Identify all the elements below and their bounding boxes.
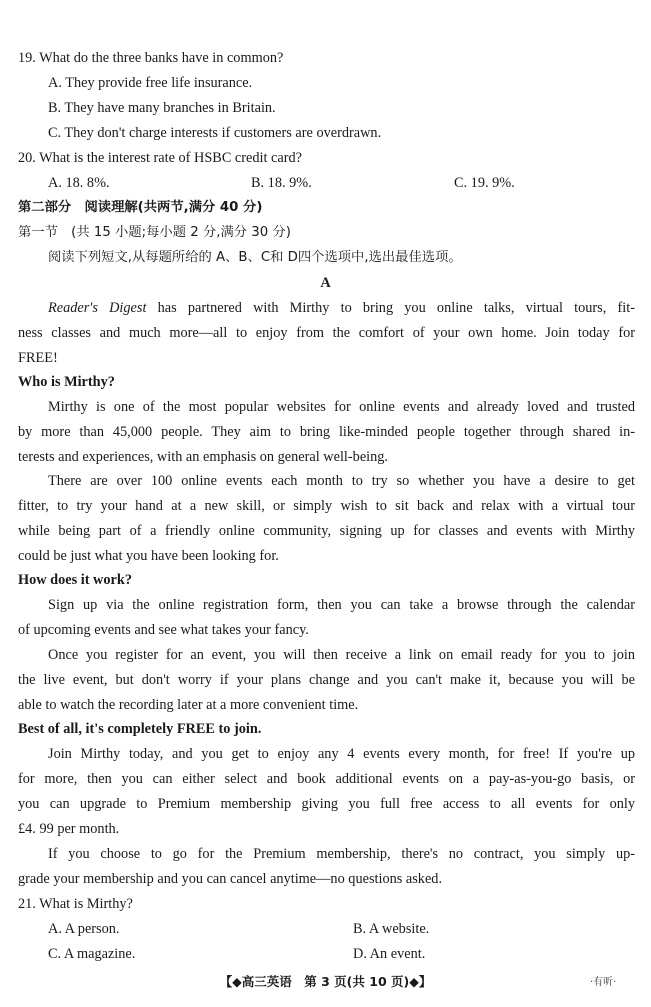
q20-option-b: B. 18. 9%. bbox=[251, 175, 312, 191]
page-footer: 【◆高三英语 第 3 页(共 10 页)◆】 bbox=[219, 974, 432, 989]
p4-line1: Once you register for an event, you will then receive a link on email ready for you to join bbox=[48, 647, 635, 663]
watermark: ·有听· bbox=[590, 977, 617, 988]
q21-option-b: B. A website. bbox=[353, 921, 430, 937]
heading-who-is-mirthy: Who is Mirthy? bbox=[18, 374, 115, 390]
p1-line3: terests and experiences, with an emphasis on general well-being. bbox=[18, 449, 389, 465]
p1-line2: by more than 45,000 people. They aim to bring like-minded people together through shared in- bbox=[18, 424, 635, 440]
passage-label: A bbox=[320, 275, 331, 291]
p4-line3: able to watch the recording later at a more convenient time. bbox=[18, 697, 359, 713]
p2-line1: There are over 100 online events each month to try so whether you have a desire to get bbox=[48, 473, 635, 489]
passage-intro-line3: FREE! bbox=[18, 350, 58, 366]
p6-line1: If you choose to go for the Premium membership, there's no contract, you simply up- bbox=[48, 846, 635, 862]
part2-title: 第二部分 阅读理解(共两节,满分 40 分) bbox=[18, 200, 263, 215]
p2-line2: fitter, to try your hand at a new skill, or simply wish to sit back and relax with a virtual tour bbox=[18, 498, 635, 514]
passage-intro-line1 bbox=[48, 299, 635, 317]
q19-stem: 19. What do the three banks have in common? bbox=[18, 50, 284, 66]
q21-option-d: D. An event. bbox=[353, 946, 426, 962]
p2-line3: while being part of a friendly online community, signing up for classes and events with Mirthy bbox=[18, 523, 635, 539]
q21-stem: 21. What is Mirthy? bbox=[18, 896, 133, 912]
publication-title: Reader's Digest bbox=[48, 300, 147, 316]
intro-line1-rest: has partnered with Mirthy to bring you online talks, virtual tours, fit- bbox=[146, 300, 635, 316]
p5-line3: you can upgrade to Premium membership giving you full free access to all events for only bbox=[18, 796, 635, 812]
q20-option-a: A. 18. 8%. bbox=[48, 175, 110, 191]
p3-line1: Sign up via the online registration form, then you can take a browse through the calendar bbox=[48, 597, 635, 613]
p4-line2: the live event, but don't worry if your plans change and you can't make it, because you will be bbox=[18, 672, 635, 688]
heading-how-it-works: How does it work? bbox=[18, 572, 132, 588]
q21-option-a: A. A person. bbox=[48, 921, 120, 937]
part2-section1: 第一节 (共 15 小题;每小题 2 分,满分 30 分) bbox=[18, 225, 291, 240]
q20-option-c: C. 19. 9%. bbox=[454, 175, 515, 191]
q19-option-c: C. They don't charge interests if customers are overdrawn. bbox=[48, 125, 382, 141]
passage-intro-line2: ness classes and much more—all to enjoy from the comfort of your own home. Join today for bbox=[18, 325, 635, 341]
p5-line1: Join Mirthy today, and you get to enjoy any 4 events every month, for free! If you're up bbox=[48, 746, 635, 762]
p1-line1: Mirthy is one of the most popular websites for online events and already loved and trusted bbox=[48, 399, 635, 415]
q20-stem: 20. What is the interest rate of HSBC credit card? bbox=[18, 150, 302, 166]
part2-instruction: 阅读下列短文,从每题所给的 A、B、C和 D四个选项中,选出最佳选项。 bbox=[48, 250, 462, 265]
heading-best-of-all: Best of all, it's completely FREE to join. bbox=[18, 721, 262, 737]
q19-option-a: A. They provide free life insurance. bbox=[48, 75, 253, 91]
p2-line4: could be just what you have been looking for. bbox=[18, 548, 279, 564]
p5-line2: for more, then you can either select and book additional events on a pay-as-you-go basis, or bbox=[18, 771, 635, 787]
q21-option-c: C. A magazine. bbox=[48, 946, 136, 962]
p6-line2: grade your membership and you can cancel anytime—no questions asked. bbox=[18, 871, 443, 887]
q19-option-b: B. They have many branches in Britain. bbox=[48, 100, 276, 116]
p5-line4: £4. 99 per month. bbox=[18, 821, 120, 837]
p3-line2: of upcoming events and see what takes your fancy. bbox=[18, 622, 309, 638]
